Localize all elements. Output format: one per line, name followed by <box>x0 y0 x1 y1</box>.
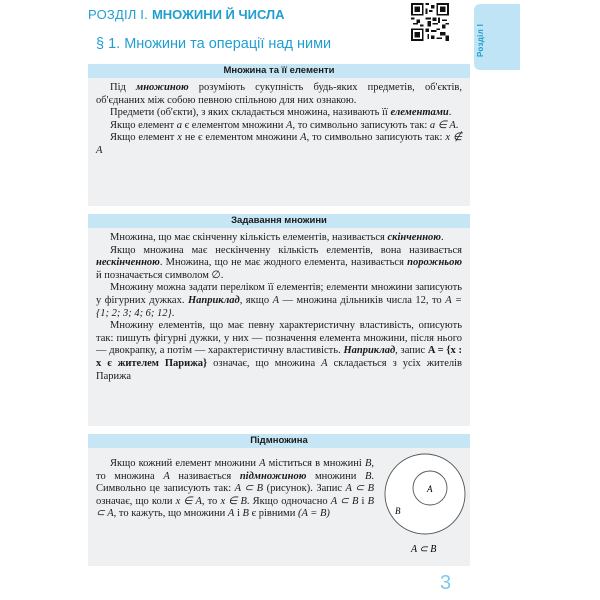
box-title-subset: Підмножина <box>88 434 470 448</box>
property-rule: Множину елементів, що має певну характеристичну властивість, описують так: пишуть фігурні дужки, у них — позначення елемента множини, після нього — двокрапку, а потім — характеристичну властивість. Наприклад, запис A = {x : x є жителем Парижа} означає, що множина A складається з усіх жителів Парижа <box>96 320 462 382</box>
non-membership-rule: Якщо елемент x не є елементом множини A, то символьно записують так: x ∉ A <box>96 132 463 156</box>
section-header <box>88 6 285 26</box>
section-prefix: РОЗДІЛ І. <box>88 7 148 22</box>
venn-caption: A ⊂ B <box>411 544 437 555</box>
definition-elements: Предмети (об'єкти), з яких складається множина, називають її елементами. <box>110 107 452 119</box>
page-number: 3 <box>440 572 452 594</box>
venn-outer-label: B <box>395 506 401 516</box>
box-set-definition <box>88 228 470 426</box>
section-name: МНОЖИНИ Й ЧИСЛА <box>151 7 285 22</box>
page <box>88 0 470 600</box>
venn-diagram <box>381 452 469 564</box>
enumeration-rule: Множину можна задати переліком її елементів; елементи множини записують у фігурних дужках. Наприклад, якщо A — множина дільників числа 12, то A = {1; 2; 3; 4; 6; 12}. <box>96 282 462 319</box>
box-title-set-elements: Множина та її елементи <box>88 64 470 78</box>
paragraph-title: § 1. Множини та операції над ними <box>96 36 332 52</box>
box-title-set-definition: Задавання множини <box>88 214 470 228</box>
box-set-elements <box>88 78 470 206</box>
membership-rule: Якщо елемент a є елементом множини A, то символьно записують так: a ∈ A. <box>110 119 459 131</box>
definition-finite: Множина, що має скінченну кількість елементів, називається скінченною. <box>110 232 444 243</box>
qr-code-icon[interactable] <box>411 3 449 41</box>
definition-set: Під множиною розуміють сукупність будь-яких предметів, об'єктів, об'єднаних між собою певною спільною для них ознакою. <box>96 82 463 106</box>
side-tab-label: Розділ І <box>476 23 485 57</box>
definition-subset: Якщо кожний елемент множини A міститься в множині B, то множина A називається підмножиною множини B. Символьно це записують так: A ⊂ B (рисунок). Запис A ⊂ B означає, що коли x ∈ A, то x ∈ B. Якщо одночасно A ⊂ B і B ⊂ A, то кажуть, що множини A і B є рівними (A = B) <box>96 458 374 520</box>
definition-infinite-empty: Якщо множина має нескінченну кількість елементів, вона називається нескінченною. Множина, що не має жодного елемента, називається порожньою й позначається символом ∅. <box>96 244 462 281</box>
venn-inner-label: A <box>427 484 433 494</box>
